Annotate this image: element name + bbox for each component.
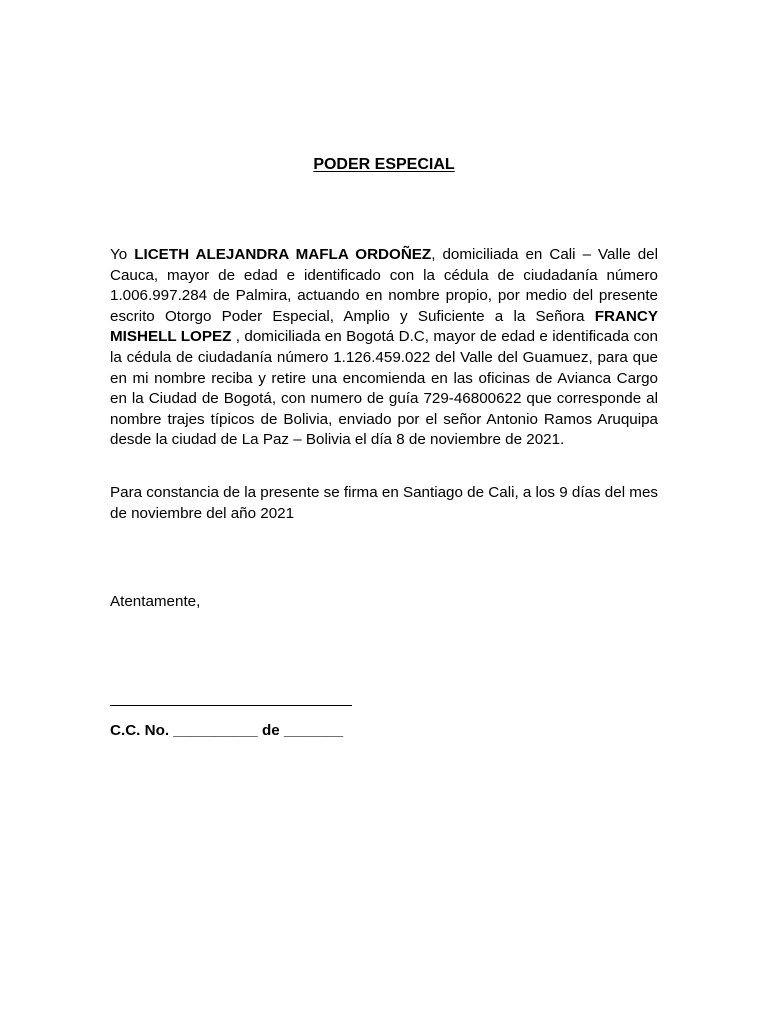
grantor-name: LICETH ALEJANDRA MAFLA ORDOÑEZ: [134, 246, 432, 263]
document-title: PODER ESPECIAL: [313, 156, 455, 173]
attorney-name: FRANCY MISHELL LOPEZ: [110, 307, 658, 346]
body-paragraph-2: Para constancia de la presente se firma en Santiago de Cali, a los 9 días del mes de noviembre del año 2021: [110, 484, 658, 522]
paragraph-1-intro: Yo: [110, 246, 135, 263]
paragraph-1-end: , domiciliada en Bogotá D.C, mayor de edad e identificada con la cédula de ciudadanía número 1.126.459.022 del Valle del Guamuez, para que en mi nombre reciba y retire una encomienda en las oficinas de Avianca Cargo en la Ciudad de Bogotá, con numero de guía 729-46800622 que corresponde al nombre trajes típicos de Bolivia, enviado por el señor Antonio Ramos Aruquipa desde la ciudad de La Paz – Bolivia el día 8 de noviembre de 2021.: [110, 328, 658, 449]
body-paragraph-1: [110, 245, 658, 451]
paragraph-1-middle: , domiciliada en Cali – Valle del Cauca, mayor de edad e identificado con la cédula de ciudadanía número 1.006.997.284 de Palmira, actuando en nombre propio, por medio del presente escrito Otorgo Poder Especial, Amplio y Suficiente a la Señora: [110, 246, 658, 325]
id-number-line: C.C. No. __________ de _______: [110, 722, 344, 739]
closing-salutation: Atentamente,: [110, 593, 201, 610]
signature-line: [110, 705, 352, 706]
